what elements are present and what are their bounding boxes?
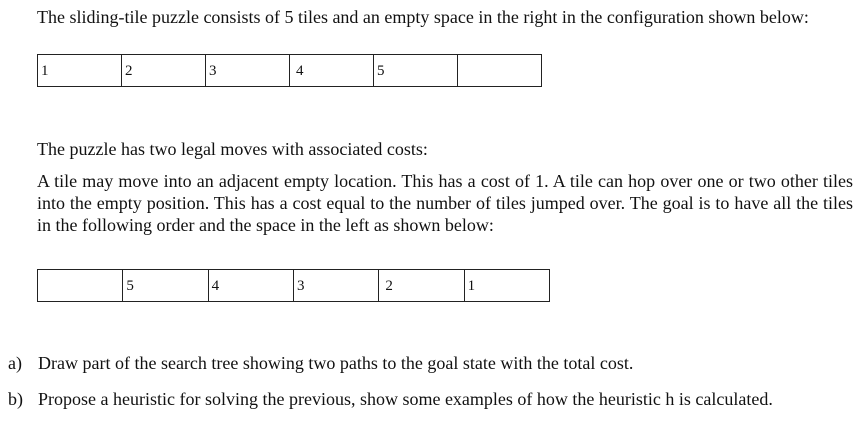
initial-configuration	[37, 54, 542, 87]
tile-cell	[290, 55, 374, 86]
moves-intro-paragraph: The puzzle has two legal moves with associated costs:	[37, 139, 428, 159]
question-text: Draw part of the search tree showing two paths to the goal state with the total cost.	[38, 353, 634, 373]
tile-label: 2	[385, 278, 393, 294]
tile-cell	[38, 55, 122, 86]
question-letter: a)	[8, 353, 22, 373]
tile-label: 4	[296, 63, 304, 79]
tile-label: 4	[211, 278, 220, 294]
tile-label: 2	[125, 63, 133, 79]
question-b	[8, 388, 848, 410]
intro-paragraph: The sliding-tile puzzle consists of 5 tiles and an empty space in the right in the configuration shown below:	[37, 7, 809, 27]
tile-label: 3	[209, 63, 217, 79]
tile-cell	[123, 270, 208, 301]
question-text: Propose a heuristic for solving the previous, show some examples of how the heuristic h is calculated.	[38, 389, 773, 409]
tile-label: 5	[377, 63, 385, 79]
question-letter: b)	[8, 389, 23, 409]
tile-cell	[379, 270, 464, 301]
tile-label: 1	[41, 63, 49, 79]
empty-space-cell	[458, 55, 541, 86]
question-a	[8, 352, 848, 374]
empty-space-cell	[38, 270, 123, 301]
tile-label: 3	[296, 278, 305, 294]
tile-cell	[122, 55, 206, 86]
tile-cell	[374, 55, 458, 86]
tile-cell	[209, 270, 294, 301]
tile-cell	[294, 270, 379, 301]
tile-cell	[465, 270, 549, 301]
goal-configuration	[37, 269, 550, 302]
tile-label: 1	[467, 278, 476, 294]
tile-label: 5	[126, 278, 134, 294]
tile-cell	[206, 55, 290, 86]
rules-paragraph: A tile may move into an adjacent empty location. This has a cost of 1. A tile can hop over one or two other tiles into the empty position. This has a cost equal to the number of tiles jumped over. The goal is to have all the tiles in the following order and the space in the left as shown below:	[37, 171, 853, 235]
